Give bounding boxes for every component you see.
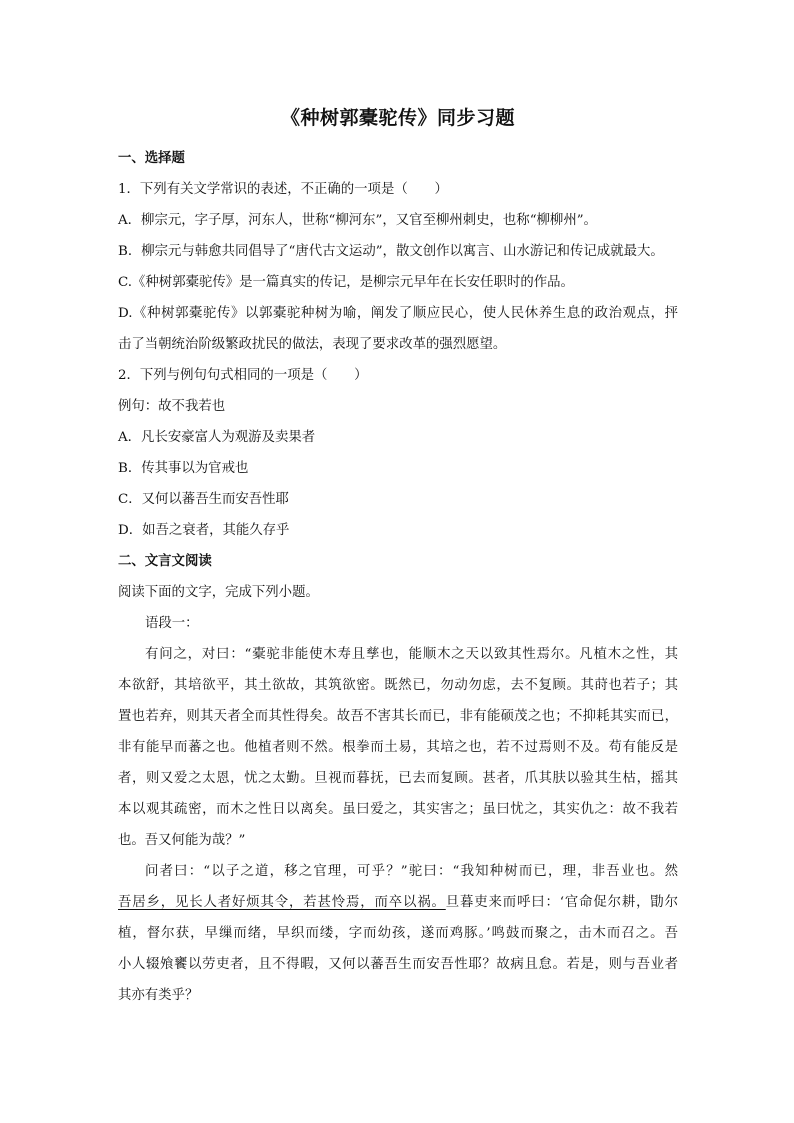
question-2-example: 例句：故不我若也 (118, 399, 226, 414)
document-body (118, 143, 678, 1011)
passage-2-line-rest: 旦暮吏来而呼曰：‘官命促尔耕，勖尔 (445, 895, 678, 910)
passage-1-line: 有问之，对曰：“橐驼非能使木寿且孳也，能顺木之天以致其性焉尔。凡植木之性，其 (145, 647, 678, 662)
passage-1-line: 置也若弃，则其天者全而其性得矣。故吾不害其长而已，非有能硕茂之也；不抑耗其实而已， (118, 709, 678, 724)
passage-1-line: 本欲舒，其培欲平，其土欲故，其筑欲密。既然已，勿动勿虑，去不复顾。其莳也若子；其 (118, 678, 678, 693)
section-heading-choice: 一、选择题 (118, 150, 185, 166)
passage-1-line: 者，则又爱之太恩，忧之太勤。旦视而暮抚，已去而复顾。甚者，爪其肤以验其生枯，摇其 (118, 771, 678, 786)
passage-label: 语段一： (145, 616, 199, 631)
page-title: 《种树郭橐驼传》同步习题 (280, 107, 515, 129)
question-2-option-d: D．如吾之衰者，其能久存乎 (118, 523, 290, 538)
passage-2-line: 小人辍飧饔以劳吏者，且不得暇，又何以蕃吾生而安吾性耶？故病且怠。若是，则与吾业者 (118, 957, 678, 972)
passage-1-line: 非有能早而蕃之也。他植者则不然。根拳而土易，其培之也，若不过焉则不及。苟有能反是 (118, 740, 678, 755)
section-heading-reading: 二、文言文阅读 (118, 553, 212, 569)
passage-1-line: 本以观其疏密，而木之性日以离矣。虽曰爱之，其实害之；虽曰忧之，其实仇之：故不我若 (118, 802, 678, 817)
question-1-option-a: A．柳宗元，字子厚，河东人，世称“柳河东”，又官至柳州刺史，也称“柳柳州”。 (118, 213, 597, 228)
question-2-option-c: C．又何以蕃吾生而安吾性耶 (118, 492, 289, 507)
question-1-option-d-line2: 击了当朝统治阶级繁政扰民的做法，表现了要求改革的强烈愿望。 (118, 337, 507, 352)
passage-2-last-line: 其亦有类乎？ (118, 988, 199, 1003)
question-2-stem: 2．下列与例句句式相同的一项是（ ） (118, 368, 368, 383)
question-2-option-b: B．传其事以为官戒也 (118, 461, 249, 476)
passage-2-line-with-underline (118, 887, 678, 918)
question-1-option-b: B．柳宗元与韩愈共同倡导了“唐代古文运动”，散文创作以寓言、山水游记和传记成就最大。 (118, 244, 664, 259)
underlined-sentence: 吾居乡，见长人者好烦其令，若甚怜焉，而卒以祸。 (118, 895, 446, 910)
passage-1-last-line: 也。吾又何能为哉？” (118, 833, 246, 848)
question-1-stem: 1．下列有关文学常识的表述，不正确的一项是（ ） (118, 182, 448, 197)
question-1-option-c: C.《种树郭橐驼传》是一篇真实的传记，是柳宗元早年在长安任职时的作品。 (118, 275, 574, 290)
passage-2-line: 植，督尔获，早缫而绪，早织而缕，字而幼孩，遂而鸡豚。’鸣鼓而聚之，击木而召之。吾 (118, 926, 678, 941)
question-2-option-a: A．凡长安豪富人为观游及卖果者 (118, 430, 316, 445)
question-1-option-d-line1: D.《种树郭橐驼传》以郭橐驼种树为喻，阐发了顺应民心，使人民休养生息的政治观点，抨 (118, 306, 678, 321)
passage-2-line: 问者曰：“以子之道，移之官理，可乎？”驼曰：“我知种树而已，理，非吾业也。然 (145, 864, 678, 879)
reading-instruction: 阅读下面的文字，完成下列小题。 (118, 585, 319, 600)
